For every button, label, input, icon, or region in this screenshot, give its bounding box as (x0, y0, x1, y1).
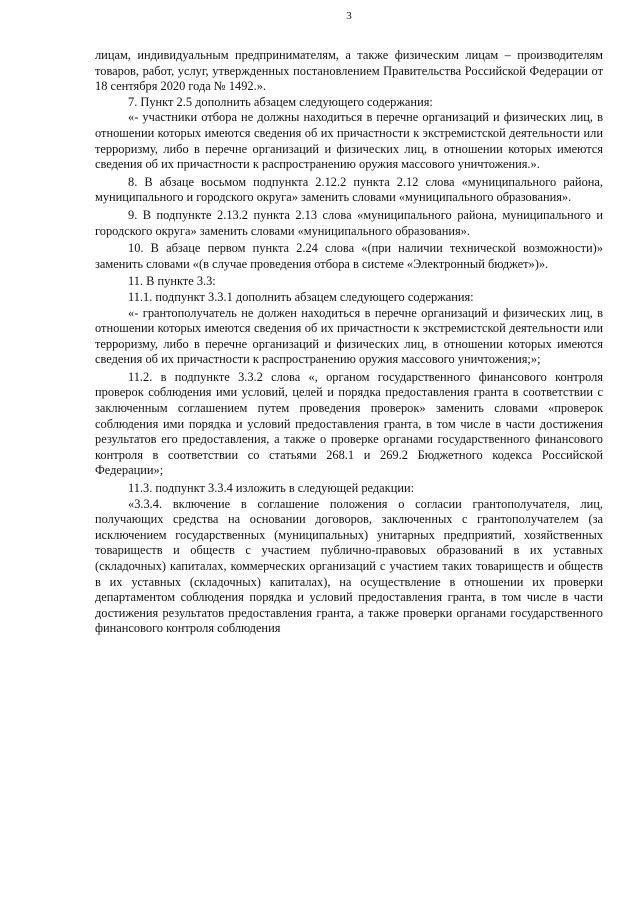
paragraph-item-11-3-quote: «3.3.4. включение в соглашение положения о согласии грантополучателя, лиц, получающих средства на основании договоров, заключенных с грантополучателем (за исключением государственных (муниципальных) унитарных предприятий, хозяйственных товариществ и обществ с участием публично-правовых образований в их уставных (складочных) капиталах, коммерческих организаций с участием таких товариществ и обществ в их уставных (складочных) капиталах), на осуществление в отношении их проверки департаментом соблюдения порядка и условий предоставления гранта, в том числе в части достижения результатов предоставления гранта, а также проверки органами государственного финансового контроля соблюдения (95, 496, 603, 636)
paragraph-item-11-3: 11.3. подпункт 3.3.4 изложить в следующей редакции: (128, 481, 415, 496)
paragraph-item-11-2: 11.2. в подпункте 3.3.2 слова «, органом государственного финансового контроля проверок соблюдения ими условий, целей и порядка предоставления гранта в соответствии с заключенным соглашением путем проведения проверок» заменить словами «проверок соблюдения ими порядка и условий предоставления гранта, в том числе в части достижения результатов его предоставления, а также о проверке органами государственного финансового контроля в соответствии со статьями 268.1 и 269.2 Бюджетного кодекса Российской Федерации»; (95, 369, 603, 478)
page-number: 3 (346, 10, 352, 22)
document-body (95, 48, 603, 637)
paragraph-item-8: 8. В абзаце восьмом подпункта 2.12.2 пункта 2.12 слова «муниципального района, муниципального и городского округа» заменить словами «муниципального образования». (95, 174, 603, 205)
paragraph-item-7: 7. Пункт 2.5 дополнить абзацем следующего содержания: (128, 94, 433, 109)
paragraph-item-7-quote: «- участники отбора не должны находиться в перечне организаций и физических лиц, в отношении которых имеются сведения об их причастности к экстремистской деятельности или терроризму, либо в перечне организаций и физических лиц, в отношении которых имеются сведения об их причастности к распространению оружия массового уничтожения.». (95, 110, 603, 172)
paragraph-item-11: 11. В пункте 3.3: (128, 274, 216, 289)
paragraph-item-9: 9. В подпункте 2.13.2 пункта 2.13 слова «муниципального района, муниципального и городского округа» заменить словами «муниципального образования». (95, 207, 603, 238)
paragraph-item-11-1: 11.1. подпункт 3.3.1 дополнить абзацем следующего содержания: (128, 289, 474, 304)
paragraph-item-11-1-quote: «- грантополучатель не должен находиться в перечне организаций и физических лиц, в отношении которых имеются сведения об их причастности к экстремистской деятельности или терроризму, либо в перечне организаций и физических лиц, в отношении которых имеются сведения об их причастности к распространению оружия массового уничтожения;»; (95, 305, 603, 367)
paragraph-item-10: 10. В абзаце первом пункта 2.24 слова «(при наличии технической возможности)» заменить словами «(в случае проведения отбора в системе «Электронный бюджет»)». (95, 241, 603, 271)
paragraph-continuation: лицам, индивидуальным предпринимателям, а также физическим лицам – производителям товаров, работ, услуг, утвержденных постановлением Правительства Российской Федерации от 18 сентября 2020 года № 1492.». (95, 48, 603, 94)
